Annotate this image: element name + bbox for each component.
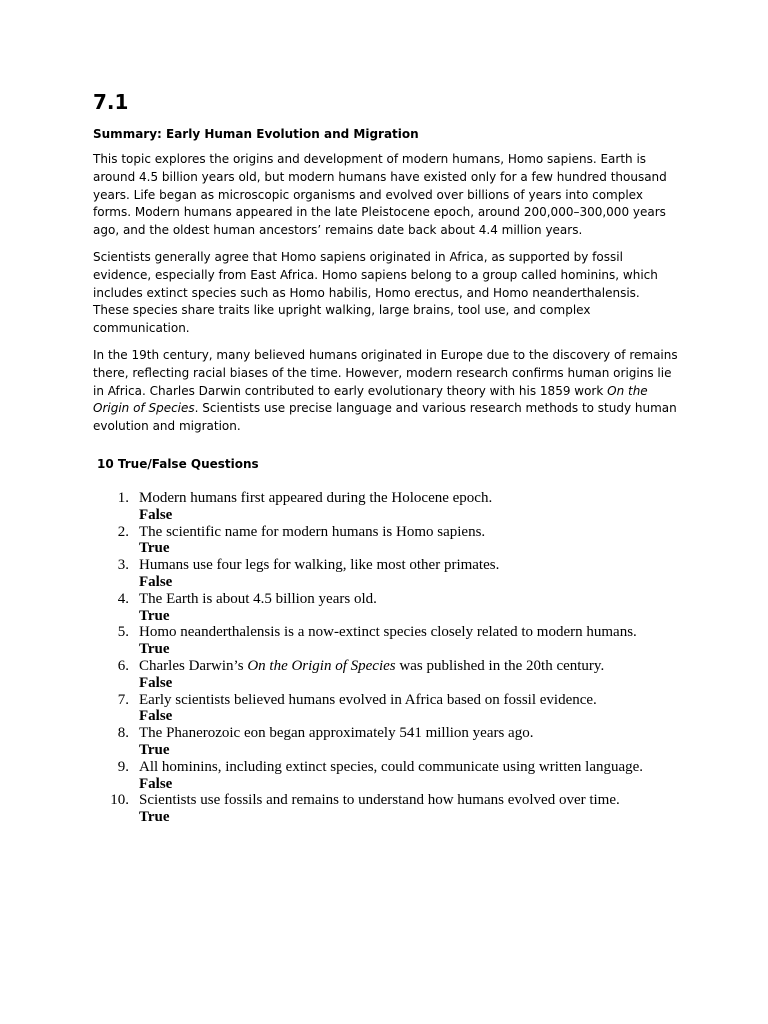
paragraph-text: In the 19th century, many believed humans originated in Europe due to the discovery of remains there, reflecting racial biases of the time. However, modern research confirms human origins lie in Africa. Charles Darwin contributed to early evolutionary theory with his 1859 work	[93, 347, 678, 398]
question-number: 4.	[117, 590, 129, 607]
question-number: 6.	[117, 657, 129, 674]
summary-paragraph	[93, 347, 678, 436]
question-item	[93, 557, 678, 591]
question-number: 10.	[110, 792, 129, 809]
book-title: On the Origin of Species	[93, 383, 648, 416]
question-text: Homo neanderthalensis is a now-extinct species closely related to modern humans.	[139, 624, 637, 641]
section-heading: 7.1	[93, 90, 129, 114]
answer-text: False	[139, 573, 173, 590]
question-text: The scientific name for modern humans is Homo sapiens.	[139, 523, 486, 540]
question-item	[93, 725, 678, 759]
summary-paragraph: Scientists generally agree that Homo sapiens originated in Africa, as supported by fossil evidence, especially from East Africa. Homo sapiens belong to a group called hominins, which includes extinct species such as Homo habilis, Homo erectus, and Homo neanderthalensis. These species share traits like upright walking, large brains, tool use, and complex communication.	[93, 249, 658, 336]
question-text: Scientists use fossils and remains to understand how humans evolved over time.	[139, 792, 620, 809]
answer-text: False	[139, 674, 173, 691]
question-text-part: was published in the 20th century.	[395, 657, 605, 674]
paragraph-text: . Scientists use precise language and various research methods to study human evolution and migration.	[93, 401, 677, 434]
question-item	[93, 759, 678, 793]
question-number: 3.	[117, 557, 129, 574]
book-title: On the Origin of Species	[247, 657, 396, 674]
answer-text: True	[139, 540, 170, 557]
answer-text: True	[139, 607, 170, 624]
answer-text: False	[139, 775, 173, 792]
question-item	[93, 591, 678, 625]
question-text: All hominins, including extinct species, could communicate using written language.	[139, 758, 644, 775]
question-item	[93, 624, 678, 658]
question-text: Humans use four legs for walking, like most other primates.	[139, 557, 500, 574]
question-number: 1.	[117, 490, 129, 506]
question-number: 7.	[117, 691, 129, 708]
answer-text: True	[139, 741, 170, 758]
question-number: 9.	[117, 758, 129, 775]
question-text-part: Charles Darwin’s	[139, 657, 248, 674]
question-item	[93, 692, 678, 726]
question-list	[93, 490, 678, 826]
question-number: 5.	[117, 624, 129, 641]
question-text: Modern humans first appeared during the Holocene epoch.	[139, 490, 493, 506]
question-text	[139, 658, 678, 675]
question-item	[93, 658, 678, 692]
question-number: 8.	[117, 725, 129, 742]
question-item	[93, 490, 678, 524]
question-number: 2.	[117, 523, 129, 540]
answer-text: False	[139, 506, 173, 523]
question-text: Early scientists believed humans evolved in Africa based on fossil evidence.	[139, 691, 597, 708]
answer-text: False	[139, 708, 173, 725]
question-text: The Earth is about 4.5 billion years old.	[139, 590, 377, 607]
question-item	[93, 524, 678, 558]
question-text: The Phanerozoic eon began approximately 541 million years ago.	[139, 725, 534, 742]
summary-body	[93, 151, 678, 445]
summary-title: Summary: Early Human Evolution and Migration	[93, 127, 419, 141]
answer-text: True	[139, 809, 170, 826]
summary-paragraph: This topic explores the origins and development of modern humans, Homo sapiens. Earth is around 4.5 billion years old, but modern humans have existed only for a few hundred thousand years. Life began as microscopic organisms and evolved over billions of years into complex forms. Modern humans appeared in the late Pleistocene epoch, around 200,000–300,000 years ago, and the oldest human ancestors’ remains date back about 4.4 million years.	[93, 152, 667, 238]
answer-text: True	[139, 641, 170, 658]
quiz-title: 10 True/False Questions	[97, 457, 259, 471]
question-item	[93, 792, 678, 826]
